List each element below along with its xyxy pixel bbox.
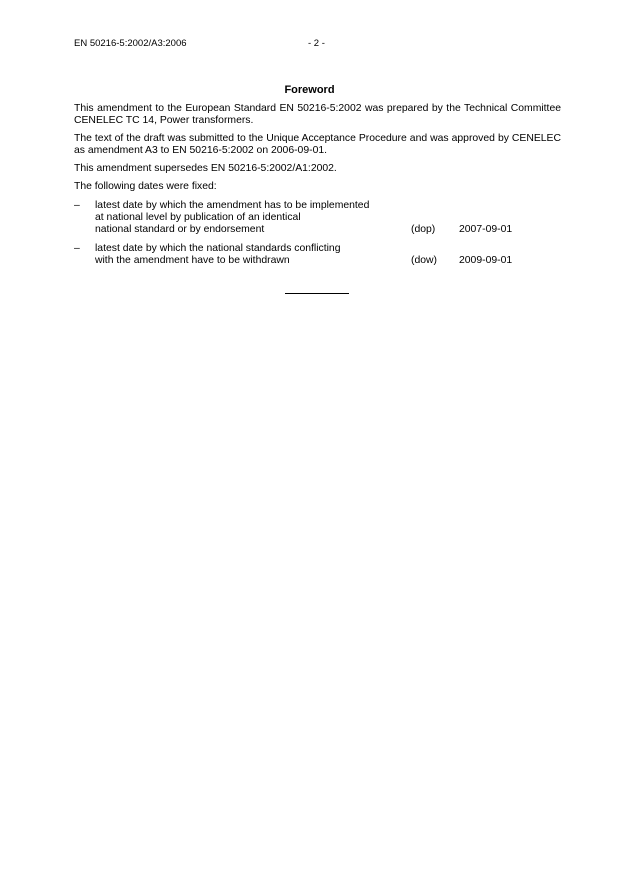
document-id: EN 50216-5:2002/A3:2006 [74,38,187,49]
page-number: - 2 - [308,38,325,49]
paragraph-prepared-by: This amendment to the European Standard EN 50216-5:2002 was prepared by the Technical Committee CENELEC TC 14, Power transformers. [74,103,561,126]
paragraph-supersedes: This amendment supersedes EN 50216-5:2002/A1:2002. [74,163,337,174]
list-item-dop [74,200,561,236]
list-item-line: latest date by which the national standards conflicting [95,243,341,254]
dash-bullet: – [74,200,80,211]
list-item-line: with the amendment have to be withdrawn [95,255,290,266]
list-item-line: national standard or by endorsement [95,224,265,235]
foreword-title: Foreword [284,84,335,96]
paragraph-dates-intro: The following dates were fixed: [74,181,217,192]
date-abbreviation: (dow) [411,255,437,266]
list-item-line: at national level by publication of an identical [95,212,301,223]
end-rule [285,293,349,294]
list-item-text [95,200,513,236]
foreword-body [74,103,561,274]
date-abbreviation: (dop) [411,224,436,235]
date-value: 2007-09-01 [459,224,513,235]
list-item-last-line [95,255,513,267]
date-value: 2009-09-01 [459,255,513,266]
list-item-text [95,243,513,267]
list-item-dow [74,243,561,267]
dates-list [74,200,561,267]
paragraph-approval: The text of the draft was submitted to the Unique Acceptance Procedure and was approved by CENELEC as amendment A3 to EN 50216-5:2002 on 2006-09-01. [74,133,561,156]
dash-bullet: – [74,243,80,254]
list-item-last-line [95,224,513,236]
list-item-line: latest date by which the amendment has to be implemented [95,200,370,211]
